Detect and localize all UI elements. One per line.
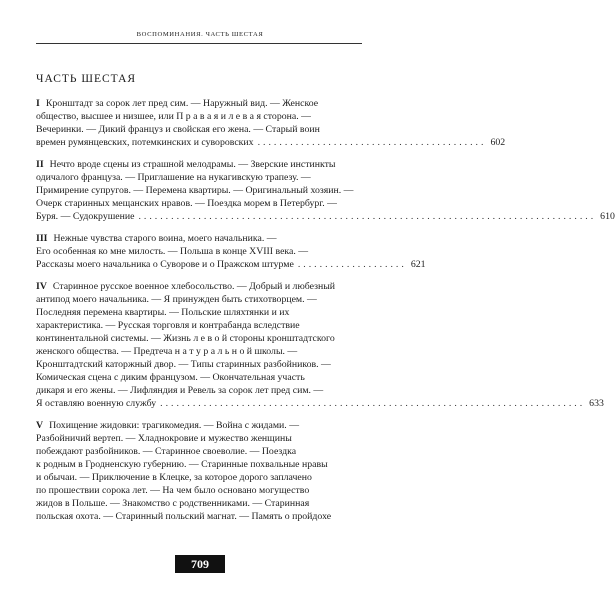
- chapter-line: по прошествии сорока лет. — На чем было основано могущество: [36, 485, 310, 496]
- part-title: ЧАСТЬ ШЕСТАЯ: [36, 73, 137, 85]
- chapter-line: Последняя перемена квартиры. — Польские шляхтянки и их: [36, 307, 290, 318]
- chapter-numeral: III: [36, 233, 48, 244]
- chapter-entry-1: [36, 97, 506, 149]
- chapter-entry-3: [36, 232, 426, 271]
- chapter-line: женского общества. — Предтеча н а т у р а л ь н о й школы. —: [36, 346, 298, 357]
- chapter-line: Кронштадт за сорок лет пред сим. — Наружный вид. — Женское: [45, 98, 319, 109]
- page-number: 709: [175, 555, 225, 573]
- chapter-page-number: 621: [410, 259, 426, 270]
- chapter-numeral: IV: [36, 281, 47, 292]
- chapter-line: одичалого француза. — Приглашение на нукагивскую трапезу. —: [36, 172, 311, 183]
- chapter-line: времен румянцевских, потемкинских и суворовских: [36, 137, 254, 148]
- chapter-line: Старинное русское военное хлебосольство. — Добрый и любезный: [52, 281, 336, 292]
- chapter-line: общество, высшее и низшее, или П р а в а я и л е в а я сторона. —: [36, 111, 311, 122]
- chapter-line: Кронштадтский каторжный двор. — Типы старинных разбойников. —: [36, 359, 331, 370]
- chapter-line: Вечеринки. — Дикий француз и свойская его жена. — Старый воин: [36, 124, 320, 135]
- chapter-line: Я оставляю военную службу: [36, 398, 157, 409]
- chapter-line: Комическая сцена с диким французом. — Окончательная участь: [36, 372, 305, 383]
- chapter-line: к родным в Гродненскую губернию. — Старинные похвальные нравы: [36, 459, 328, 470]
- chapter-last-line: [36, 210, 615, 223]
- chapter-entry-5: [36, 419, 362, 523]
- chapter-line: побеждают разбойников. — Старинное своеволие. — Поездка: [36, 446, 297, 457]
- chapter-entry-4: [36, 280, 604, 410]
- chapter-page-number: 633: [589, 398, 604, 409]
- chapter-line: Его особенная ко мне милость. — Польша в конце XVIII века. —: [36, 246, 309, 257]
- header-rule: [36, 43, 362, 44]
- chapter-entry-2: [36, 158, 615, 223]
- dot-leader: ....................................................................................: [138, 211, 597, 222]
- chapter-page-number: 602: [490, 137, 506, 148]
- chapter-line: Буря. — Судокрушение: [36, 211, 135, 222]
- chapter-line: Рассказы моего начальника о Суворове и о Пражском штурме: [36, 259, 294, 270]
- dot-leader: ..............................................................................: [160, 398, 586, 409]
- chapter-line: дикаря и его жены. — Лифляндия и Ревель за сорок лет пред сим. —: [36, 385, 324, 396]
- chapter-numeral: II: [36, 159, 44, 170]
- running-head: ВОСПОМИНАНИЯ. ЧАСТЬ ШЕСТАЯ: [136, 31, 264, 38]
- chapter-line: Разбойничий вертеп. — Хладнокровие и мужество женщины: [36, 433, 292, 444]
- chapter-line: антипод моего начальника. — Я принужден быть стихотворцем. —: [36, 294, 317, 305]
- chapter-last-line: [36, 397, 604, 410]
- chapter-numeral: V: [36, 420, 44, 431]
- chapter-line: Похищение жидовки: трагикомедия. — Война с жидами. —: [49, 420, 299, 431]
- chapter-line: континентальной системы. — Жизнь л е в о й стороны кронштадтского: [36, 333, 335, 344]
- chapter-line: Примирение супругов. — Перемена квартиры. — Оригинальный хозяин. —: [36, 185, 354, 196]
- chapter-line: и обычаи. — Приключение в Клецке, за которое дорого заплачено: [36, 472, 312, 483]
- chapter-line: жидов в Польше. — Знакомство с родственниками. — Старинная: [36, 498, 310, 509]
- chapter-last-line: [36, 136, 506, 149]
- chapter-page-number: 610: [600, 211, 615, 222]
- chapter-line: Нечто вроде сцены из страшной мелодрамы. — Зверские инстинкты: [49, 159, 336, 170]
- chapter-line: польская охота. — Старинный польский магнат. — Память о пройдохе: [36, 511, 332, 522]
- table-of-contents: [36, 97, 615, 523]
- chapter-numeral: I: [36, 98, 40, 109]
- chapter-line: Очерк старинных мещанских нравов. — Поездка морем в Петербург. —: [36, 198, 337, 209]
- chapter-last-line: [36, 258, 426, 271]
- dot-leader: ..........................................: [257, 137, 487, 148]
- dot-leader: ....................: [297, 259, 407, 270]
- chapter-line: характеристика. — Русская торговля и контрабанда вследствие: [36, 320, 300, 331]
- chapter-line: Нежные чувства старого воина, моего начальника. —: [53, 233, 277, 244]
